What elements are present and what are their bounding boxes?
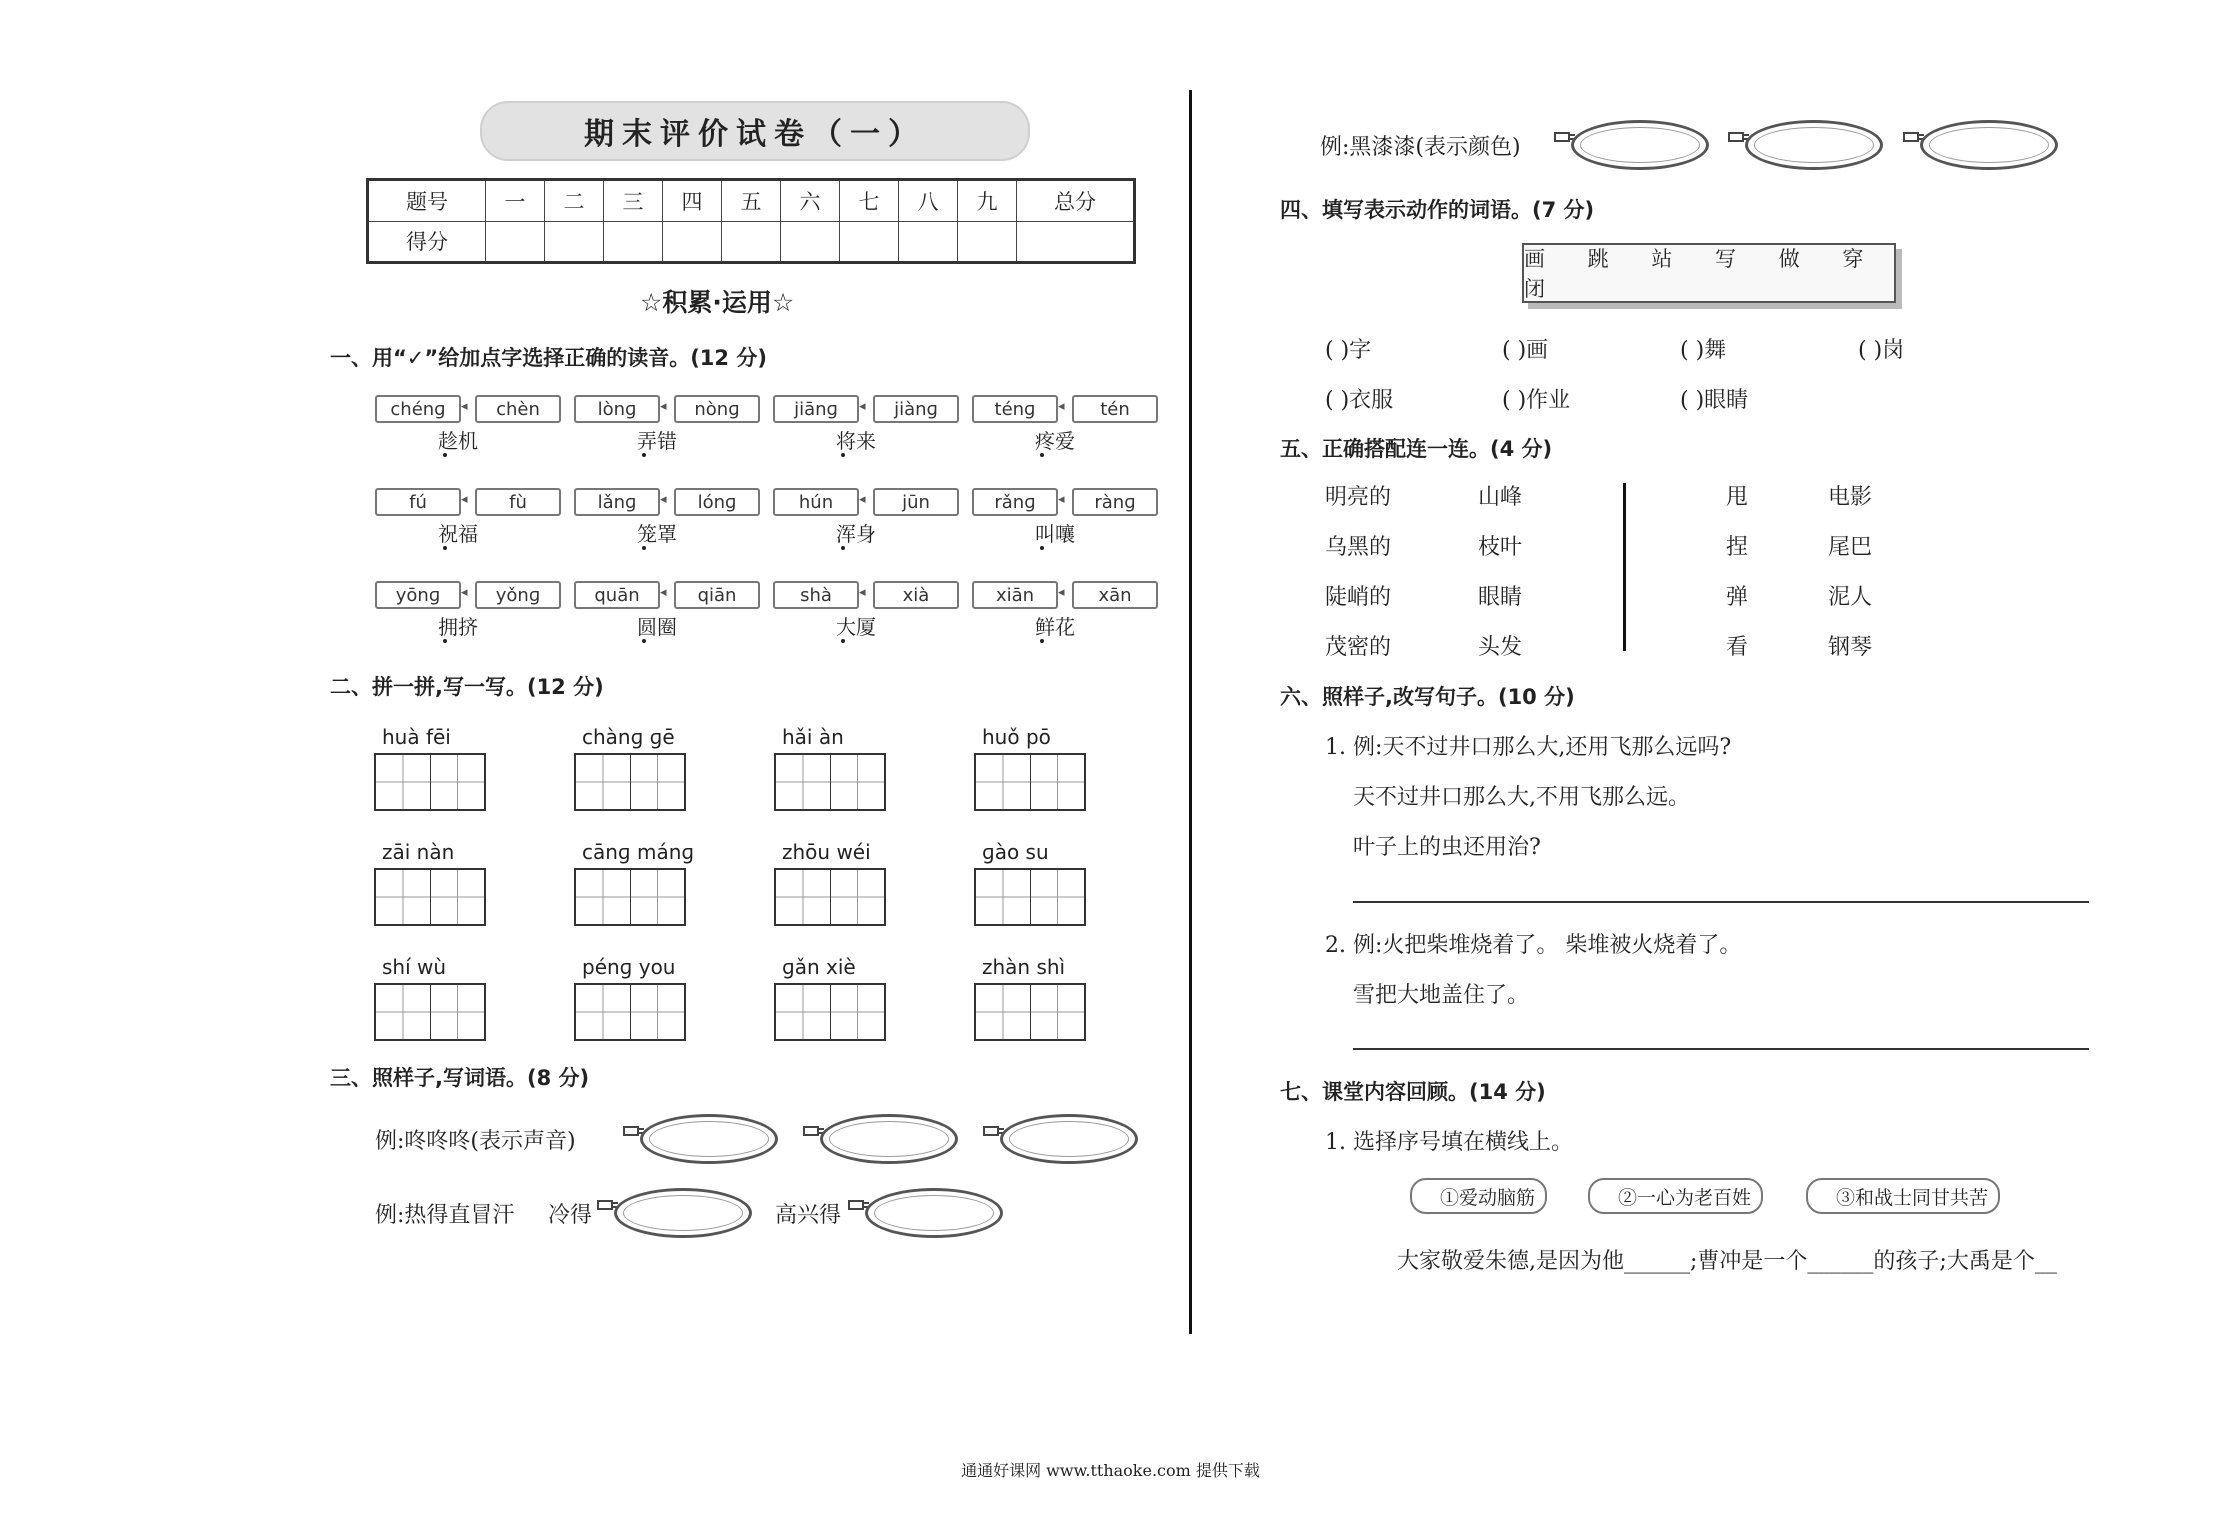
pinyin-option-b[interactable]: fù — [475, 488, 561, 516]
score-header-cell: 三 — [604, 180, 663, 222]
pinyin-option-a[interactable]: shà — [773, 581, 859, 609]
writing-cell[interactable] — [831, 870, 885, 924]
q5-word[interactable]: 看 — [1726, 635, 1749, 660]
score-header-cell: 五 — [722, 180, 781, 222]
writing-cell[interactable] — [1031, 985, 1085, 1039]
q4-blank[interactable]: ( )画 — [1502, 338, 1549, 363]
q1-word: 笼罩 — [637, 522, 677, 546]
writing-cell[interactable] — [431, 870, 485, 924]
score-header-cell: 八 — [899, 180, 958, 222]
writing-grid[interactable] — [774, 753, 886, 811]
q5-word[interactable]: 电影 — [1828, 485, 1873, 510]
emphasis-dot — [1040, 453, 1044, 457]
score-header-cell: 题号 — [368, 180, 486, 222]
pinyin-option-a[interactable]: yōnɡ — [375, 581, 461, 609]
pinyin-option-b[interactable]: qiān — [674, 581, 760, 609]
q4-blank[interactable]: ( )眼睛 — [1680, 388, 1749, 413]
q5-word[interactable]: 山峰 — [1478, 485, 1523, 510]
arrow-icon: ◂ — [1058, 585, 1065, 600]
arrow-icon: ◂ — [859, 492, 866, 507]
q5-word[interactable]: 钢琴 — [1828, 635, 1873, 660]
q2-heading: 二、拼一拼,写一写。(12 分) — [330, 675, 604, 699]
writing-grid[interactable] — [374, 868, 486, 926]
q5-word[interactable]: 明亮的 — [1325, 485, 1392, 510]
option-text: ②一心为老百姓 — [1618, 1186, 1752, 1209]
writing-grid[interactable] — [774, 983, 886, 1041]
q4-blank[interactable]: ( )舞 — [1680, 338, 1727, 363]
emphasis-dot — [1040, 546, 1044, 550]
writing-grid[interactable] — [774, 868, 886, 926]
q6-question1: 叶子上的虫还用治? — [1353, 835, 1541, 860]
arrow-icon: ◂ — [461, 492, 468, 507]
q7-heading: 七、课堂内容回顾。(14 分) — [1280, 1080, 1546, 1104]
arrow-icon: ◂ — [1058, 399, 1065, 414]
writing-cell[interactable] — [776, 870, 831, 924]
answer-oval[interactable] — [614, 1188, 752, 1238]
score-cell[interactable] — [899, 221, 958, 263]
q5-word[interactable]: 茂密的 — [1325, 635, 1392, 660]
q7-instruction: 1. 选择序号填在横线上。 — [1325, 1130, 1573, 1155]
q5-word[interactable]: 弹 — [1726, 585, 1749, 610]
pinyin-option-a[interactable]: jiānɡ — [773, 395, 859, 423]
q7-sentence: 大家敬爱朱德,是因为他______;曹冲是一个______的孩子;大禹是个__ — [1397, 1249, 2057, 1274]
arrow-icon: ◂ — [660, 585, 667, 600]
q2-pinyin: huǒ pō — [982, 725, 1051, 749]
answer-oval[interactable] — [1571, 120, 1709, 170]
score-row-label: 得分 — [368, 221, 486, 263]
q3-example3: 例:黑漆漆(表示颜色) — [1320, 135, 1521, 160]
option-text: ③和战士同甘共苦 — [1836, 1186, 1989, 1209]
option-pill — [1588, 1178, 1763, 1214]
arrow-icon: ◂ — [1058, 492, 1065, 507]
q1-word: 圆圈 — [637, 615, 677, 639]
score-cell[interactable] — [1017, 221, 1135, 263]
q5-heading: 五、正确搭配连一连。(4 分) — [1280, 437, 1553, 461]
pinyin-option-a[interactable]: quān — [574, 581, 660, 609]
score-header-cell: 九 — [958, 180, 1017, 222]
q2-pinyin: huà fēi — [382, 725, 451, 749]
emphasis-dot — [443, 453, 447, 457]
q3-heading: 三、照样子,写词语。(8 分) — [330, 1066, 590, 1090]
q1-word: 祝福 — [438, 522, 478, 546]
q1-word: 趁机 — [438, 429, 478, 453]
q2-pinyin: ɡào su — [982, 840, 1049, 864]
pinyin-option-b[interactable]: jiànɡ — [873, 395, 959, 423]
pinyin-option-a[interactable]: ténɡ — [972, 395, 1058, 423]
score-header-cell: 七 — [840, 180, 899, 222]
option-pill — [1410, 1178, 1547, 1214]
score-cell[interactable] — [722, 221, 781, 263]
score-table-score-row — [368, 221, 1135, 263]
q1-word: 弄错 — [637, 429, 677, 453]
answer-line[interactable] — [1353, 901, 2089, 903]
q6-example1: 1. 例:天不过井口那么大,还用飞那么远吗? — [1325, 735, 1732, 760]
q1-word: 将来 — [836, 429, 876, 453]
q3-example1: 例:咚咚咚(表示声音) — [375, 1129, 576, 1154]
option-pill — [1806, 1178, 2000, 1214]
writing-cell[interactable] — [576, 870, 631, 924]
answer-oval[interactable] — [820, 1114, 958, 1164]
writing-cell[interactable] — [576, 755, 631, 809]
writing-cell[interactable] — [376, 985, 431, 1039]
q6-heading: 六、照样子,改写句子。(10 分) — [1280, 685, 1575, 709]
footer: 通通好课网 www.tthaoke.com 提供下载 — [961, 1461, 1260, 1480]
writing-cell[interactable] — [1031, 870, 1085, 924]
score-cell[interactable] — [604, 221, 663, 263]
writing-grid[interactable] — [974, 753, 1086, 811]
score-table — [366, 178, 1136, 264]
q4-blank[interactable]: ( )岗 — [1858, 338, 1905, 363]
q3-word-gaoxing: 高兴得 — [775, 1203, 842, 1228]
score-header-cell: 六 — [781, 180, 840, 222]
arrow-icon: ◂ — [660, 399, 667, 414]
q5-word[interactable]: 陡峭的 — [1325, 585, 1392, 610]
answer-oval[interactable] — [1745, 120, 1883, 170]
q5-divider — [1623, 483, 1626, 651]
writing-cell[interactable] — [631, 870, 685, 924]
word-board: 画 跳 站 写 做 穿 闭 — [1522, 243, 1896, 303]
score-cell[interactable] — [486, 221, 545, 263]
pinyin-option-b[interactable]: nònɡ — [674, 395, 760, 423]
score-cell[interactable] — [663, 221, 722, 263]
q2-pinyin: ɡǎn xiè — [782, 955, 856, 979]
writing-cell[interactable] — [376, 870, 431, 924]
pinyin-option-a[interactable]: xiān — [972, 581, 1058, 609]
pinyin-option-a[interactable]: hún — [773, 488, 859, 516]
pinyin-option-b[interactable]: tén — [1072, 395, 1158, 423]
q6-example2: 2. 例:火把柴堆烧着了。 柴堆被火烧着了。 — [1325, 933, 1742, 958]
pinyin-option-b[interactable]: xià — [873, 581, 959, 609]
q5-word[interactable]: 乌黑的 — [1325, 535, 1392, 560]
q1-word: 浑身 — [836, 522, 876, 546]
score-header-cell: 二 — [545, 180, 604, 222]
pinyin-option-b[interactable]: jūn — [873, 488, 959, 516]
pinyin-option-b[interactable]: chèn — [475, 395, 561, 423]
pinyin-option-b[interactable]: yǒnɡ — [475, 581, 561, 609]
arrow-icon: ◂ — [660, 492, 667, 507]
emphasis-dot — [443, 639, 447, 643]
exam-title: 期末评价试卷（一） — [480, 101, 1030, 161]
writing-cell[interactable] — [976, 755, 1031, 809]
section-banner: ☆积累·运用☆ — [640, 288, 795, 317]
arrow-icon: ◂ — [461, 585, 468, 600]
q5-word[interactable]: 头发 — [1478, 635, 1523, 660]
answer-oval[interactable] — [865, 1188, 1003, 1238]
pinyin-option-a[interactable]: lònɡ — [574, 395, 660, 423]
emphasis-dot — [642, 546, 646, 550]
score-header-cell: 一 — [486, 180, 545, 222]
q2-pinyin: zhàn shì — [982, 955, 1066, 979]
q4-blank[interactable]: ( )字 — [1325, 338, 1372, 363]
pinyin-option-b[interactable]: lónɡ — [674, 488, 760, 516]
page-divider — [1189, 90, 1192, 1334]
arrow-icon: ◂ — [859, 585, 866, 600]
writing-cell[interactable] — [776, 755, 831, 809]
writing-grid[interactable] — [574, 868, 686, 926]
q6-question2: 雪把大地盖住了。 — [1353, 983, 1530, 1008]
option-text: ①爱动脑筋 — [1440, 1186, 1536, 1209]
writing-grid[interactable] — [374, 983, 486, 1041]
writing-cell[interactable] — [631, 985, 685, 1039]
emphasis-dot — [443, 546, 447, 550]
answer-oval[interactable] — [1920, 120, 2058, 170]
q2-pinyin: shí wù — [382, 955, 447, 979]
score-cell[interactable] — [840, 221, 899, 263]
q5-word[interactable]: 泥人 — [1828, 585, 1873, 610]
emphasis-dot — [841, 453, 845, 457]
writing-grid[interactable] — [974, 983, 1086, 1041]
emphasis-dot — [841, 546, 845, 550]
writing-cell[interactable] — [631, 755, 685, 809]
q6-example1-answer: 天不过井口那么大,不用飞那么远。 — [1353, 785, 1690, 810]
q3-example2: 例:热得直冒汗 — [375, 1203, 515, 1228]
score-cell[interactable] — [545, 221, 604, 263]
emphasis-dot — [642, 639, 646, 643]
score-header-cell: 四 — [663, 180, 722, 222]
writing-cell[interactable] — [431, 755, 485, 809]
q1-heading: 一、用“✓”给加点字选择正确的读音。(12 分) — [330, 346, 767, 370]
q2-pinyin: pénɡ you — [582, 955, 676, 979]
writing-cell[interactable] — [1031, 755, 1085, 809]
q4-blank[interactable]: ( )衣服 — [1325, 388, 1394, 413]
q4-blank[interactable]: ( )作业 — [1502, 388, 1571, 413]
q1-word: 疼爱 — [1035, 429, 1075, 453]
writing-cell[interactable] — [776, 985, 831, 1039]
pinyin-option-a[interactable]: rǎnɡ — [972, 488, 1058, 516]
writing-cell[interactable] — [831, 985, 885, 1039]
writing-cell[interactable] — [976, 985, 1031, 1039]
score-cell[interactable] — [781, 221, 840, 263]
writing-grid[interactable] — [974, 868, 1086, 926]
writing-grid[interactable] — [374, 753, 486, 811]
answer-line[interactable] — [1353, 1048, 2089, 1050]
pinyin-option-b[interactable]: xān — [1072, 581, 1158, 609]
score-cell[interactable] — [958, 221, 1017, 263]
q5-word[interactable]: 甩 — [1726, 485, 1749, 510]
q1-word: 叫嚷 — [1035, 522, 1075, 546]
q5-word[interactable]: 尾巴 — [1828, 535, 1873, 560]
q1-word: 鲜花 — [1035, 615, 1075, 639]
q5-word[interactable]: 眼睛 — [1478, 585, 1523, 610]
q1-word: 大厦 — [836, 615, 876, 639]
q2-pinyin: zāi nàn — [382, 840, 455, 864]
q5-word[interactable]: 枝叶 — [1478, 535, 1523, 560]
score-table-header-row — [368, 180, 1135, 222]
q5-word[interactable]: 捏 — [1726, 535, 1749, 560]
q2-pinyin: cānɡ mánɡ — [582, 840, 695, 864]
pinyin-option-a[interactable]: chénɡ — [375, 395, 461, 423]
pinyin-option-a[interactable]: lǎnɡ — [574, 488, 660, 516]
pinyin-option-b[interactable]: rànɡ — [1072, 488, 1158, 516]
arrow-icon: ◂ — [461, 399, 468, 414]
writing-cell[interactable] — [431, 985, 485, 1039]
q4-heading: 四、填写表示动作的词语。(7 分) — [1280, 198, 1595, 222]
q3-word-leng: 冷得 — [548, 1203, 593, 1228]
q1-word: 拥挤 — [438, 615, 478, 639]
emphasis-dot — [642, 453, 646, 457]
q2-pinyin: chànɡ ɡē — [582, 725, 675, 749]
writing-grid[interactable] — [574, 983, 686, 1041]
pinyin-option-a[interactable]: fú — [375, 488, 461, 516]
writing-grid[interactable] — [574, 753, 686, 811]
writing-cell[interactable] — [576, 985, 631, 1039]
writing-cell[interactable] — [831, 755, 885, 809]
emphasis-dot — [1040, 639, 1044, 643]
q2-pinyin: hǎi àn — [782, 725, 844, 749]
arrow-icon: ◂ — [859, 399, 866, 414]
score-header-cell: 总分 — [1017, 180, 1135, 222]
answer-oval[interactable] — [640, 1114, 778, 1164]
answer-oval[interactable] — [1000, 1114, 1138, 1164]
q2-pinyin: zhōu wéi — [782, 840, 871, 864]
writing-cell[interactable] — [376, 755, 431, 809]
writing-cell[interactable] — [976, 870, 1031, 924]
emphasis-dot — [841, 639, 845, 643]
